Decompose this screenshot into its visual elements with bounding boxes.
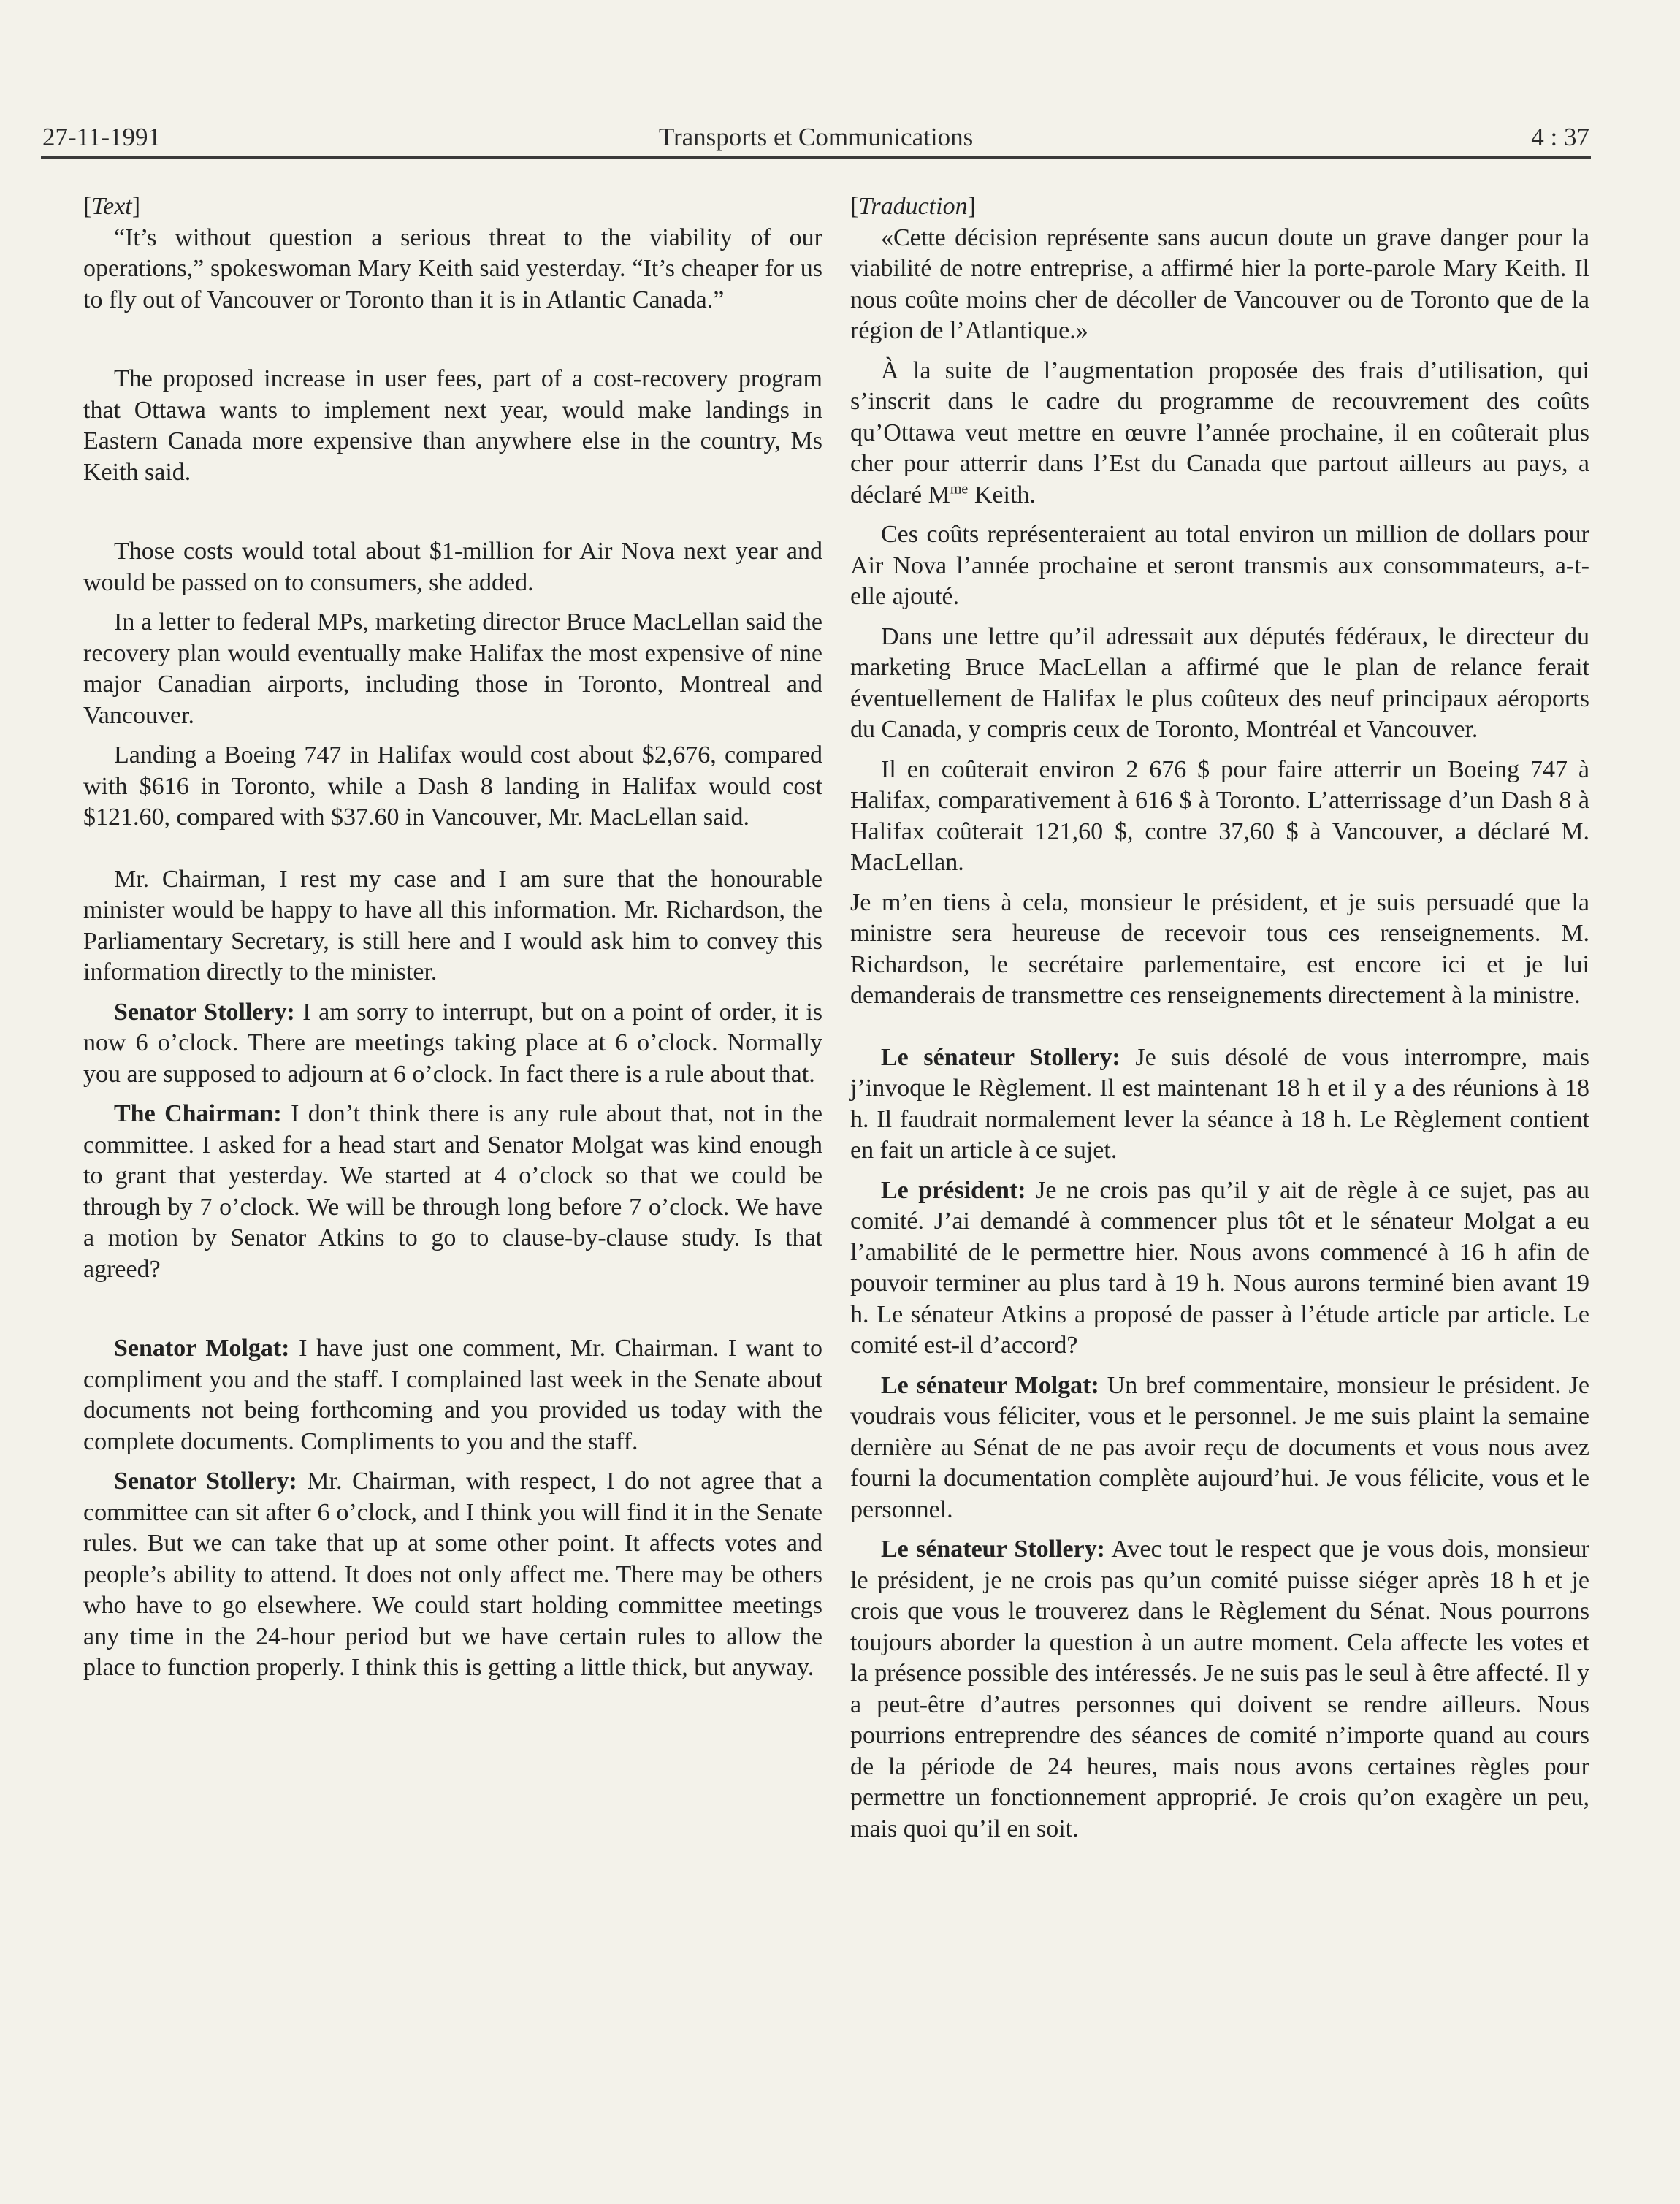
paragraph: Le sénateur Stollery: Je suis désolé de vous interrompre, mais j’invoque le Règlement. Il est maintenant 18 h et il y a des réunions à 18 h. Il faudrait normalement lever la séance à 18 h. Le Règlement contient en fait un article à ce sujet. <box>850 1043 1589 1164</box>
paragraph: «Cette décision représente sans aucun doute un grave danger pour la viabilité de notre entreprise, a affirmé hier la porte-parole Mary Keith. Il nous coûte moins cher de décoller de Vancouver ou de Toronto que de la région de l’Atlantique.» <box>850 224 1589 344</box>
french-column <box>850 191 1589 1845</box>
header-rule <box>41 156 1591 159</box>
paragraph: À la suite de l’augmentation proposée des frais d’utilisation, qui s’inscrit dans le cadre du programme de recouvrement des coûts qu’Ottawa veut mettre en œuvre l’année prochaine, il en coûterait plus cher pour atterrir dans l’Est du Canada que partout ailleurs au pays, a déclaré $M^{me}$ Keith. <box>850 356 1589 508</box>
header-date: 27-11-1991 <box>42 123 161 151</box>
paragraph: Il en coûterait environ 2 676 $ pour faire atterrir un Boeing 747 à Halifax, comparativement à 616 $ à Toronto. L’atterrissage d’un Dash 8 à Halifax coûterait 121,60 $, contre 37,60 $ à Vancouver, a déclaré M. MacLellan. <box>850 755 1589 876</box>
paragraph: Senator Stollery: Mr. Chairman, with respect, I do not agree that a committee can sit after 6 o’clock, and I think you will find it in the Senate rules. But we can take that up at some other point. It affects votes and people’s ability to attend. It does not only affect me. There may be others who have to go elsewhere. We could start holding committee meetings any time in the 24-hour period but we have certain rules to allow the place to function properly. I think this is getting a little thick, but anyway. <box>83 1468 822 1681</box>
paragraph: Le sénateur Molgat: Un bref commentaire, monsieur le président. Je voudrais vous féliciter, vous et le personnel. Je me suis plaint la semaine dernière au Sénat de ne pas avoir reçu de documents et vous nous avez fourni la documentation complète aujourd’hui. Je vous félicite, vous et le personnel. <box>850 1371 1589 1523</box>
paragraph: Senator Stollery: I am sorry to interrupt, but on a point of order, it is now 6 o’clock. There are meetings taking place at 6 o’clock. Normally you are supposed to adjourn at 6 o’clock. In fact there is a rule about that. <box>83 998 823 1088</box>
paragraph: Dans une lettre qu’il adressait aux députés fédéraux, le directeur du marketing Bruce MacLellan a affirmé que le plan de relance ferait éventuellement de Halifax le plus coûteux des neuf principaux aéroports du Canada, y compris ceux de Toronto, Montréal et Vancouver. <box>850 622 1589 743</box>
paragraph: Le sénateur Stollery: Avec tout le respect que je vous dois, monsieur le président, je ne crois pas qu’un comité puisse siéger après 18 h et je crois que vous le trouverez dans le Règlement du Sénat. Nous pourrons toujours aborder la question à un autre moment. Cela affecte les votes et la présence possible des intéressés. Je ne suis pas le seul à être affecté. Il y a peut-être d’autres personnes qui doivent se rendre ailleurs. Nous pourrions entreprendre des séances de comité n’importe quand au cours de la période de 24 heures, mais nous avons certaines règles pour permettre un fonctionnement approprié. Je crois qu’on exagère un peu, mais quoi qu’il en soit. <box>850 1536 1589 1842</box>
paragraph: The Chairman: I don’t think there is any rule about that, not in the committee. I asked for a head start and Senator Molgat was kind enough to grant that yesterday. We started at 4 o’clock so that we could be through by 7 o’clock. We will be through long before 7 o’clock. We have a motion by Senator Atkins to go to clause-by-clause study. Is that agreed? <box>83 1100 823 1283</box>
page-header <box>42 117 1589 158</box>
speaker-name: Senator Molgat: <box>114 1335 290 1362</box>
paragraph: Le président: Je ne crois pas qu’il y ait de règle à ce sujet, pas au comité. J’ai demandé à commencer plus tôt et le sénateur Molgat a eu l’amabilité de le permettre hier. Nous avons commencé à 16 h afin de pouvoir terminer au plus tard à 19 h. Nous aurons terminé bien avant 19 h. Le sénateur Atkins a proposé de passer à l’étude article par article. Le comité est-il d’accord? <box>850 1176 1590 1359</box>
paragraph: “It’s without question a serious threat to the viability of our operations,” spokeswoman Mary Keith said yesterday. “It’s cheaper for us to fly out of Vancouver or Toronto than it is in Atlantic Canada.” <box>83 224 822 313</box>
header-page-number: 4 : 37 <box>1531 123 1589 151</box>
paragraph: In a letter to federal MPs, marketing director Bruce MacLellan said the recovery plan would eventually make Halifax the most expensive of nine major Canadian airports, including those in Toronto, Montreal and Vancouver. <box>83 609 822 729</box>
speaker-name: Senator Stollery: <box>114 1468 297 1495</box>
english-label: [Text] <box>83 193 141 220</box>
paragraph: Mr. Chairman, I rest my case and I am sure that the honourable minister would be happy to have all this information. Mr. Richardson, the Parliamentary Secretary, is still here and I would ask him to convey this information directly to the minister. <box>83 865 822 985</box>
speaker-name: Le président: <box>881 1176 1026 1204</box>
speaker-name: Le sénateur Stollery: <box>881 1536 1105 1563</box>
speaker-name: Le sénateur Molgat: <box>881 1371 1099 1399</box>
paragraph: Je m’en tiens à cela, monsieur le président, et je suis persuadé que la ministre sera heureuse de recevoir tous ces renseignements. M. Richardson, le secrétaire parlementaire, est encore ici et je lui demanderais de transmettre ces renseignements directement à la ministre. <box>850 888 1589 1009</box>
speaker-name: Le sénateur Stollery: <box>881 1043 1120 1071</box>
french-label: [Traduction] <box>850 193 976 220</box>
english-column <box>83 191 822 1684</box>
paragraph: Landing a Boeing 747 in Halifax would cost about $2,676, compared with $616 in Toronto, while a Dash 8 landing in Halifax would cost $121.60, compared with $37.60 in Vancouver, Mr. MacLellan said. <box>83 741 822 831</box>
paragraph: Ces coûts représenteraient au total environ un million de dollars pour Air Nova l’année prochaine et seront transmis aux consommateurs, a-t-elle ajouté. <box>850 521 1589 610</box>
speaker-name: The Chairman: <box>114 1100 282 1127</box>
paragraph: Senator Molgat: I have just one comment, Mr. Chairman. I want to compliment you and the staff. I complained last week in the Senate about documents not being forthcoming and you provided us today with the complete documents. Compliments to you and the staff. <box>83 1335 823 1455</box>
speaker-name: Senator Stollery: <box>114 998 295 1026</box>
paragraph: Those costs would total about $1-million for Air Nova next year and would be passed on to consumers, she added. <box>83 538 822 596</box>
header-title: Transports et Communications <box>658 123 974 151</box>
paragraph: The proposed increase in user fees, part of a cost-recovery program that Ottawa wants to implement next year, would make landings in Eastern Canada more expensive than anywhere else in the country, Ms Keith said. <box>83 365 822 486</box>
